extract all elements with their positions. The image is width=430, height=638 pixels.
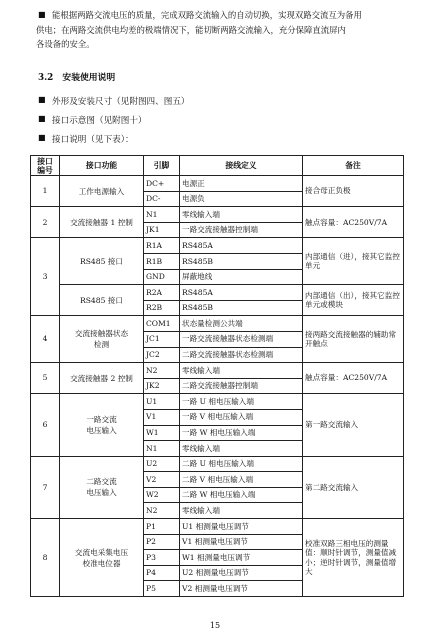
cell-pin: N2 bbox=[144, 363, 180, 379]
table-row bbox=[31, 176, 404, 192]
cell-function bbox=[60, 363, 144, 394]
list-item bbox=[38, 95, 190, 107]
cell-note: 内部通信（出），接其它监控单元或模块 bbox=[303, 285, 404, 316]
table-row bbox=[31, 316, 404, 332]
header-note: 备注 bbox=[303, 156, 404, 176]
table-row bbox=[31, 207, 404, 223]
cell-definition: 状态量检测公共端 bbox=[180, 316, 303, 332]
cell-function bbox=[60, 456, 144, 518]
header-function: 接口功能 bbox=[60, 156, 144, 176]
cell-interface-no: 6 bbox=[31, 394, 60, 456]
function-line: 校准电位器 bbox=[82, 558, 121, 568]
list-item-text: 外形及安装尺寸（见附图四、图五） bbox=[52, 97, 190, 107]
header-interface-no bbox=[31, 156, 60, 176]
cell-pin: COM1 bbox=[144, 316, 180, 332]
cell-pin: P4 bbox=[144, 565, 180, 581]
cell-pin: JK2 bbox=[144, 378, 180, 394]
cell-definition: 一路 W 相电压输入端 bbox=[180, 425, 303, 441]
cell-definition: 二路 U 相电压输入端 bbox=[180, 456, 303, 472]
cell-note: 校准双路三相电压的测量值：顺时针调节，测量值减小；逆时针调节，测量值增大 bbox=[303, 519, 404, 597]
cell-note: 内部通信（进），接其它监控单元 bbox=[303, 238, 404, 285]
cell-note: 第二路交流输入 bbox=[303, 456, 404, 518]
table-row bbox=[31, 238, 404, 254]
cell-definition: V1 相测量电压调节 bbox=[180, 534, 303, 550]
cell-interface-no: 2 bbox=[31, 207, 60, 238]
cell-definition: RS485A bbox=[180, 238, 303, 254]
cell-definition: 屏蔽地线 bbox=[180, 269, 303, 285]
cell-note: 接两路交流接触器的辅助常开触点 bbox=[303, 316, 404, 363]
section-number: 3.2 bbox=[38, 73, 54, 83]
header-definition: 接线定义 bbox=[180, 156, 303, 176]
list-item bbox=[38, 133, 134, 145]
cell-pin: GND bbox=[144, 269, 180, 285]
cell-definition: 电源负 bbox=[180, 191, 303, 207]
bullet-icon: ■ bbox=[38, 114, 46, 123]
header-pin: 引脚 bbox=[144, 156, 180, 176]
cell-note: 第一路交流输入 bbox=[303, 394, 404, 456]
bullet-icon: ■ bbox=[38, 133, 46, 142]
cell-pin: R1B bbox=[144, 253, 180, 269]
list-item bbox=[38, 114, 147, 126]
cell-function bbox=[60, 238, 144, 285]
function-line: 二路交流 bbox=[86, 477, 117, 487]
cell-definition: 零线输入端 bbox=[180, 207, 303, 223]
bullet-icon: ■ bbox=[38, 10, 46, 19]
bullet-icon: ■ bbox=[38, 95, 46, 104]
table-row bbox=[31, 285, 404, 301]
cell-definition: 一路 V 相电压输入端 bbox=[180, 409, 303, 425]
intro-line-2: 供电；在两路交流供电均差的极端情况下，能切断两路交流输入，充分保障直流屏内 bbox=[36, 24, 346, 35]
function-line: 交流接触器状态 bbox=[74, 329, 129, 339]
cell-pin: P1 bbox=[144, 519, 180, 535]
cell-definition: U1 相测量电压调节 bbox=[180, 519, 303, 535]
function-line: RS485 接口 bbox=[79, 295, 123, 305]
cell-pin: JK1 bbox=[144, 222, 180, 238]
interface-table bbox=[30, 155, 404, 597]
table-row bbox=[31, 456, 404, 472]
cell-definition: 一路 U 相电压输入端 bbox=[180, 394, 303, 410]
cell-pin: DC- bbox=[144, 191, 180, 207]
function-line: 工作电源输入 bbox=[78, 186, 125, 196]
cell-definition: 一路交流接触器控制端 bbox=[180, 222, 303, 238]
cell-pin: P2 bbox=[144, 534, 180, 550]
cell-note: 触点容量：AC250V/7A bbox=[303, 363, 404, 394]
cell-pin: JC1 bbox=[144, 331, 180, 347]
cell-definition: 二路 V 相电压输入端 bbox=[180, 472, 303, 488]
cell-function bbox=[60, 285, 144, 316]
cell-definition: RS485A bbox=[180, 285, 303, 301]
intro-paragraph bbox=[36, 8, 392, 52]
cell-interface-no: 3 bbox=[31, 238, 60, 316]
cell-function bbox=[60, 519, 144, 597]
cell-pin: U2 bbox=[144, 456, 180, 472]
cell-interface-no: 4 bbox=[31, 316, 60, 363]
function-line: 电压输入 bbox=[86, 488, 117, 498]
cell-definition: 二路 W 相电压输入端 bbox=[180, 487, 303, 503]
intro-line-1: 能根据两路交流电压的质量，完成双路交流输入的自动切换，实现双路交流互为备用 bbox=[52, 10, 362, 20]
table-row bbox=[31, 519, 404, 535]
function-line: RS485 接口 bbox=[79, 256, 123, 266]
cell-definition: 零线输入端 bbox=[180, 363, 303, 379]
function-line: 交流接触器 2 控制 bbox=[70, 373, 133, 383]
cell-pin: JC2 bbox=[144, 347, 180, 363]
cell-pin: R1A bbox=[144, 238, 180, 254]
cell-definition: 电源正 bbox=[180, 176, 303, 192]
function-line: 检测 bbox=[93, 340, 110, 350]
cell-pin: R2A bbox=[144, 285, 180, 301]
function-line: 电压输入 bbox=[86, 426, 117, 435]
cell-definition: RS485B bbox=[180, 253, 303, 269]
cell-interface-no: 8 bbox=[31, 519, 60, 597]
cell-pin: N2 bbox=[144, 503, 180, 519]
cell-function bbox=[60, 316, 144, 363]
header-no-line-2: 编号 bbox=[37, 165, 53, 175]
cell-interface-no: 7 bbox=[31, 456, 60, 518]
cell-pin: U1 bbox=[144, 394, 180, 410]
table-row bbox=[31, 363, 404, 379]
cell-interface-no: 1 bbox=[31, 176, 60, 207]
cell-definition: 零线输入端 bbox=[180, 503, 303, 519]
cell-definition: 一路交流接触器状态检测端 bbox=[180, 331, 303, 347]
cell-note: 触点容量：AC250V/7A bbox=[303, 207, 404, 238]
section-title: 安装使用说明 bbox=[62, 73, 116, 83]
table-row bbox=[31, 394, 404, 410]
cell-definition: U2 相测量电压调节 bbox=[180, 565, 303, 581]
cell-interface-no: 5 bbox=[31, 363, 60, 394]
cell-pin: N1 bbox=[144, 207, 180, 223]
cell-note: 接合母正负极 bbox=[303, 176, 404, 207]
function-line: 交流电采集电压 bbox=[74, 547, 129, 557]
cell-pin: DC+ bbox=[144, 176, 180, 192]
cell-definition: 二路交流接触器控制端 bbox=[180, 378, 303, 394]
cell-definition: 二路交流接触器状态检测端 bbox=[180, 347, 303, 363]
cell-pin: V1 bbox=[144, 409, 180, 425]
cell-function bbox=[60, 207, 144, 238]
cell-pin: R2B bbox=[144, 300, 180, 316]
function-line: 交流接触器 1 控制 bbox=[70, 217, 133, 227]
cell-definition: RS485B bbox=[180, 300, 303, 316]
list-item-text: 接口说明（见下表）： bbox=[52, 135, 134, 145]
list-item-text: 接口示意图（见附图十） bbox=[52, 116, 147, 126]
cell-pin: N1 bbox=[144, 441, 180, 457]
section-heading bbox=[38, 70, 115, 83]
function-line: 一路交流 bbox=[86, 415, 117, 424]
cell-definition: V2 相测量电压调节 bbox=[180, 581, 303, 597]
header-no-line-1: 接口 bbox=[37, 156, 53, 166]
cell-pin: W2 bbox=[144, 487, 180, 503]
cell-pin: P5 bbox=[144, 581, 180, 597]
cell-function bbox=[60, 176, 144, 207]
table-header-row bbox=[31, 156, 404, 176]
cell-function bbox=[60, 394, 144, 456]
cell-definition: W1 相测量电压调节 bbox=[180, 550, 303, 566]
cell-pin: P3 bbox=[144, 550, 180, 566]
cell-pin: W1 bbox=[144, 425, 180, 441]
cell-definition: 零线输入端 bbox=[180, 441, 303, 457]
intro-line-3: 各设备的安全。 bbox=[36, 39, 95, 50]
cell-pin: V2 bbox=[144, 472, 180, 488]
page-number: 15 bbox=[209, 621, 221, 630]
table-body bbox=[31, 176, 404, 597]
